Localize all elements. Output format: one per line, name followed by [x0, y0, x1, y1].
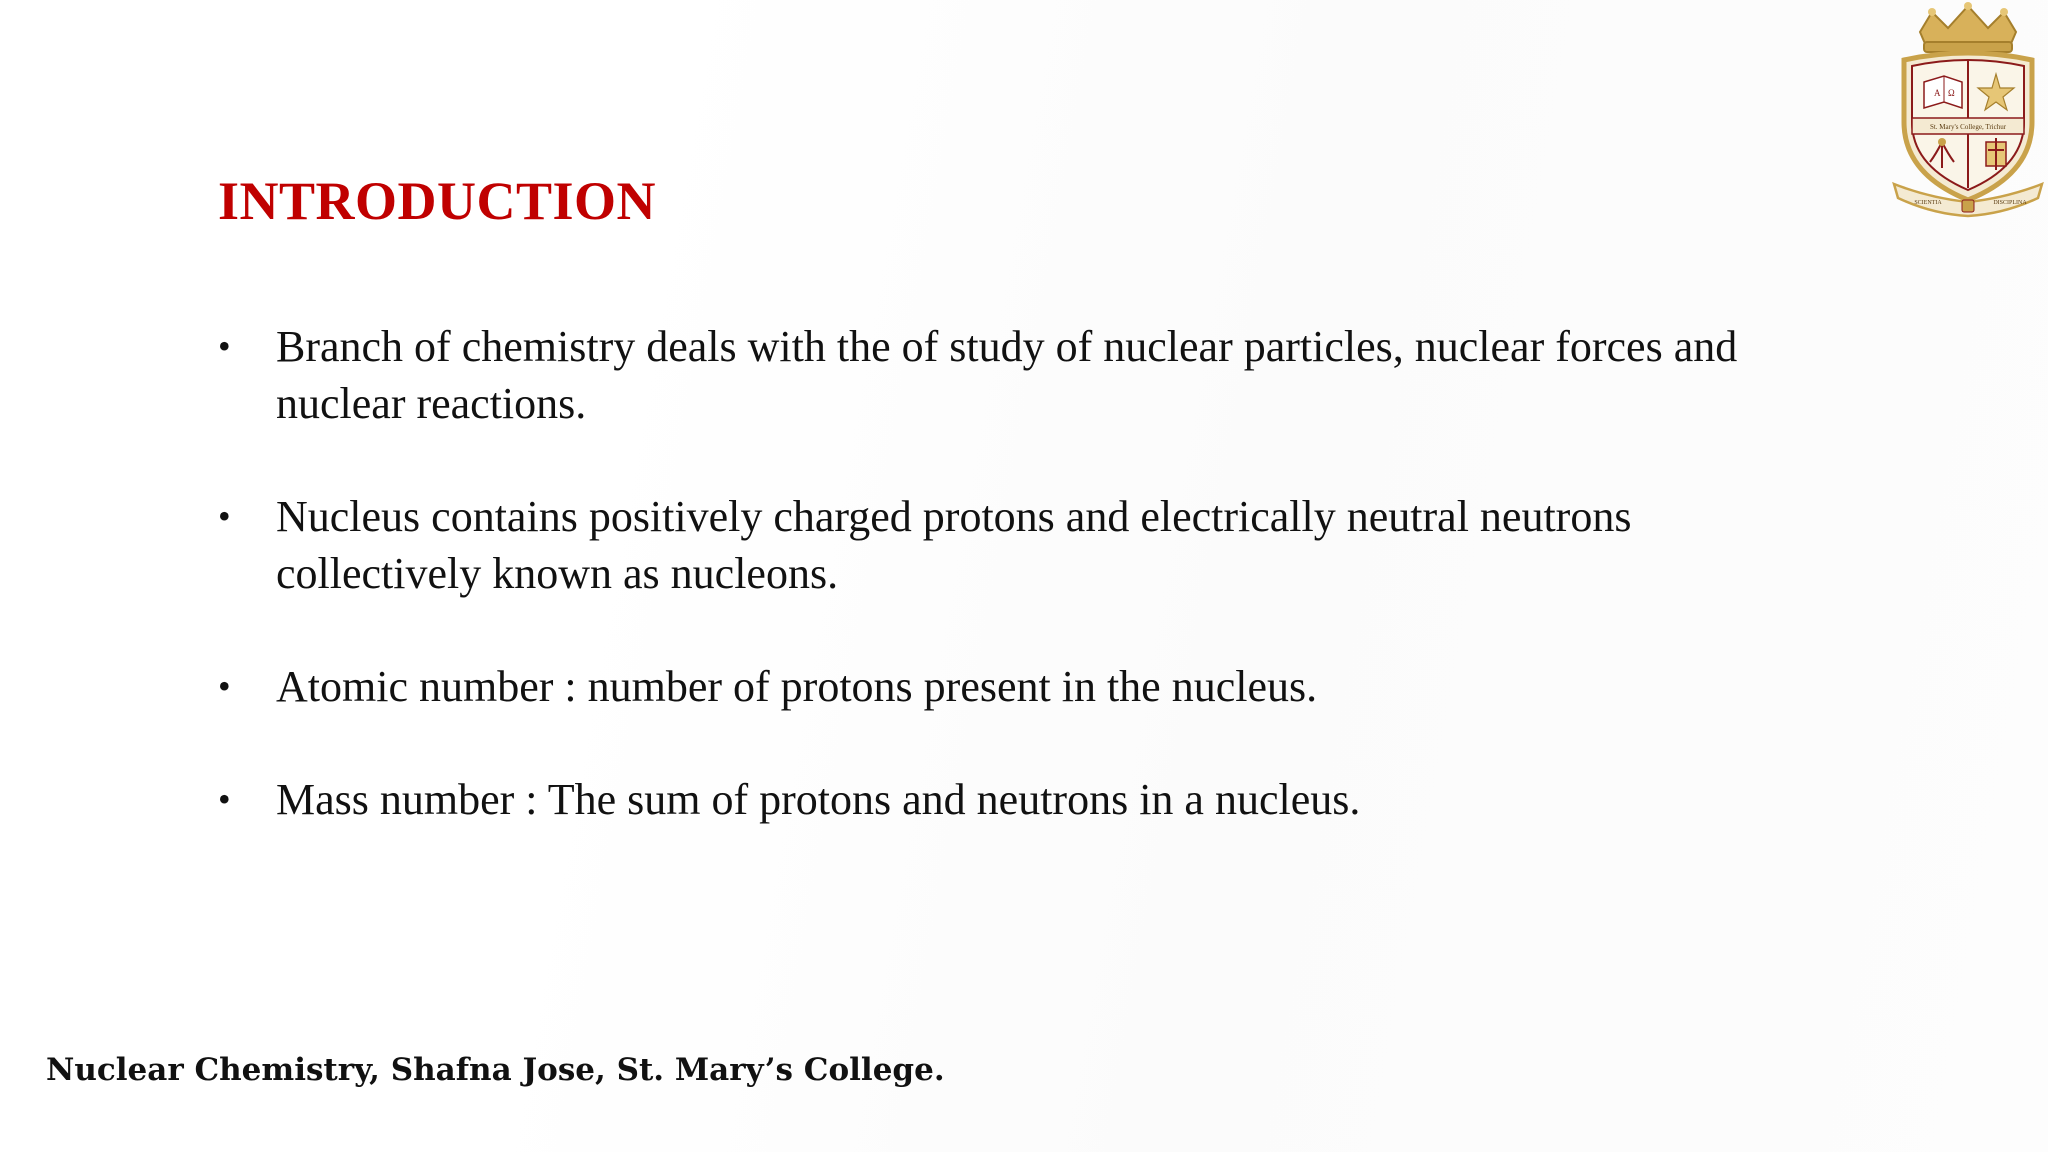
bullet-marker: •: [218, 326, 231, 366]
svg-text:Ω: Ω: [1948, 88, 1955, 98]
svg-text:St. Mary's College, Trichur: St. Mary's College, Trichur: [1929, 123, 2007, 131]
bullet-text: Branch of chemistry deals with the of study of nuclear particles, nuclear forces and nuclear reactions.: [276, 322, 1738, 428]
svg-text:SCIENTIA: SCIENTIA: [1914, 200, 1942, 206]
bullet-item: [218, 658, 1778, 715]
svg-text:DISCIPLINA: DISCIPLINA: [1993, 200, 2027, 206]
bullet-marker: •: [218, 779, 231, 819]
svg-text:A: A: [1934, 88, 1941, 98]
bullet-item: [218, 771, 1778, 828]
slide-footer: Nuclear Chemistry, Shafna Jose, St. Mary’s College.: [46, 1052, 945, 1088]
bullet-marker: •: [218, 666, 231, 706]
bullet-text: Mass number : The sum of protons and neutrons in a nucleus.: [276, 775, 1361, 824]
bullet-list: [218, 318, 1778, 828]
slide-title: INTRODUCTION: [218, 171, 657, 231]
bullet-item: [218, 318, 1778, 432]
bullet-text: Nucleus contains positively charged protons and electrically neutral neutrons collectively known as nucleons.: [276, 492, 1632, 598]
bullet-marker: •: [218, 496, 231, 536]
crown-icon: [1920, 2, 2016, 52]
college-crest-icon: [1890, 2, 2046, 222]
bullet-item: [218, 488, 1778, 602]
bullet-text: Atomic number : number of protons present in the nucleus.: [276, 662, 1318, 711]
